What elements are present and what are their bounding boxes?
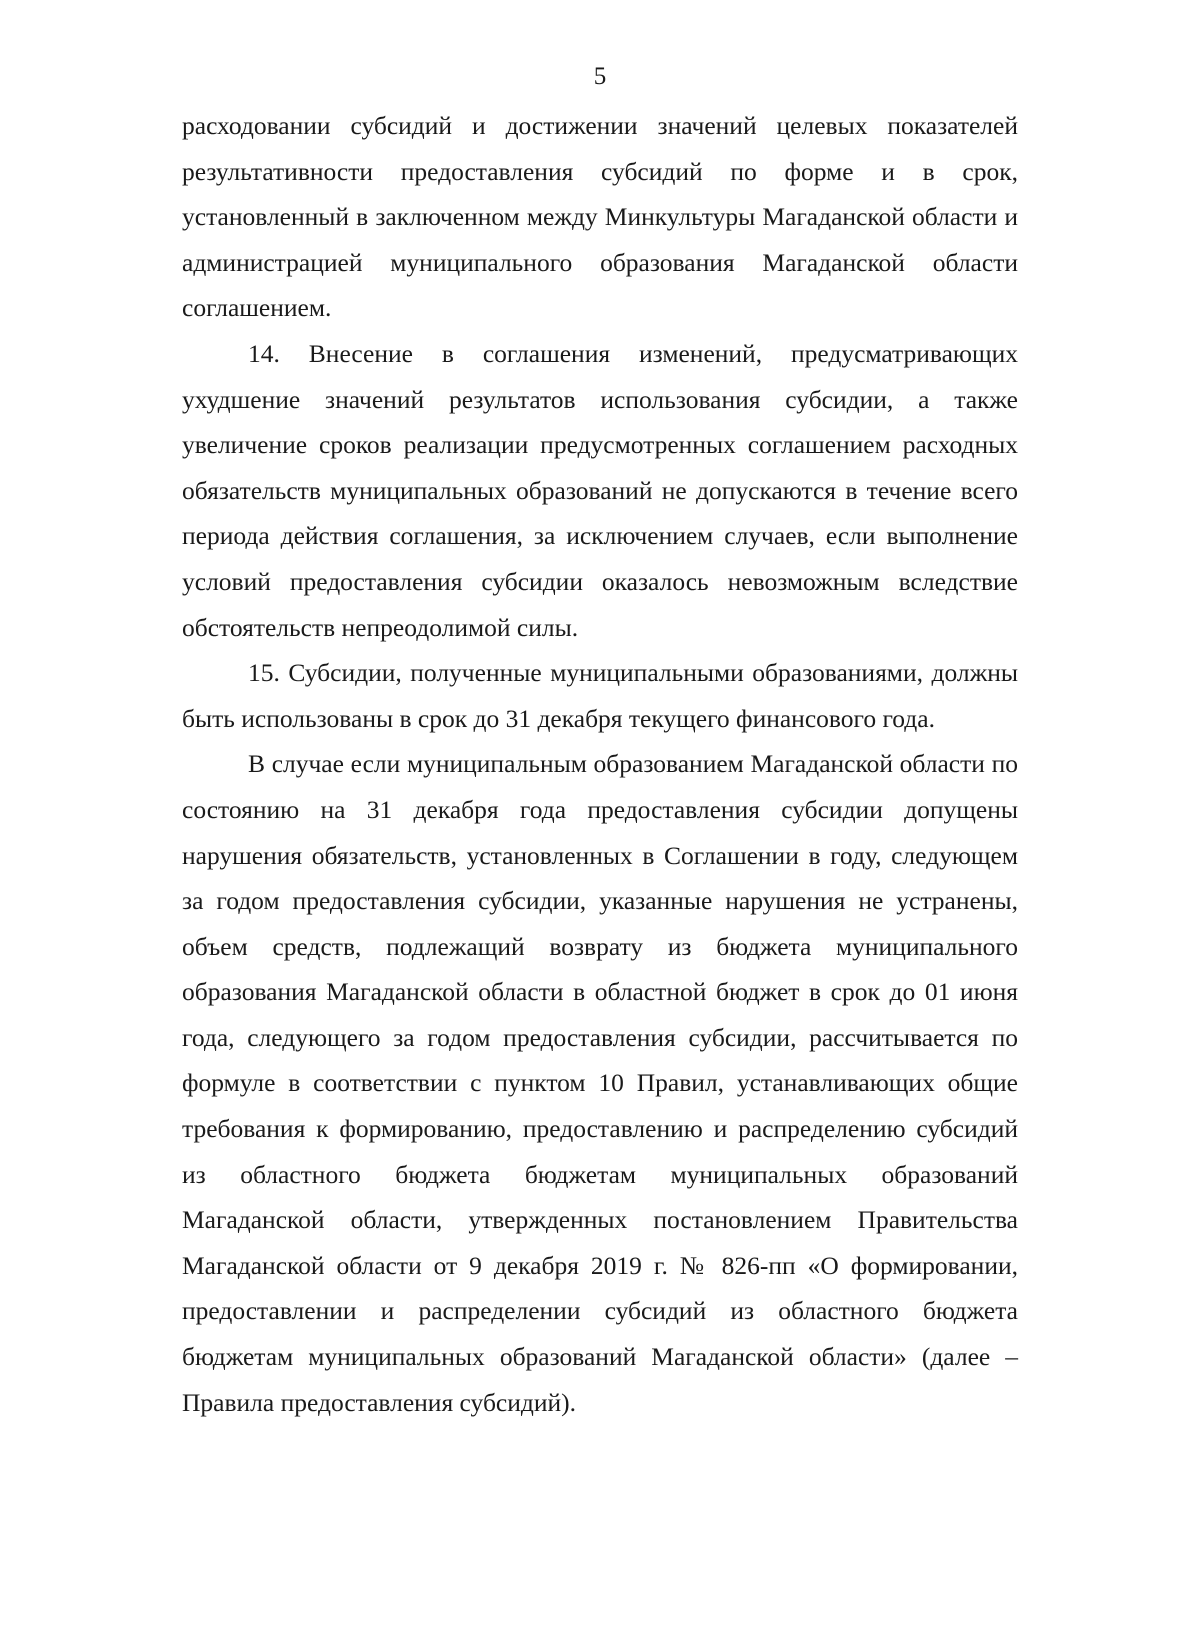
- paragraph-continuation: расходовании субсидий и достижении значений целевых показателей результативности предоставления субсидий по форме и в срок, установленный в заключенном между Минкультуры Магаданской области и администрацией муниципального образования Магаданской области соглашением.: [182, 111, 1018, 323]
- page-number: 5: [593, 63, 607, 90]
- paragraph-violation-case: В случае если муниципальным образованием Магаданской области по состоянию на 31 декабря года предоставления субсидии допущены нарушения обязательств, установленных в Соглашении в году, следующем за годом предоставления субсидии, указанные нарушения не устранены, объем средств, подлежащий возврату из бюджета муниципального образования Магаданской области в областной бюджет в срок до 01 июня года, следующего за годом предоставления субсидии, рассчитывается по формуле в соответствии с пунктом 10 Правил, устанавливающих общие требования к формированию, предоставлению и распределению субсидий из областного бюджета бюджетам муниципальных образований Магаданской области, утвержденных постановлением Правительства Магаданской области от 9 декабря 2019 г. № 826-пп «О формировании, предоставлении и распределении субсидий из областного бюджета бюджетам муниципальных образований Магаданской области» (далее – Правила предоставления субсидий).: [182, 749, 1018, 1417]
- paragraph-item-14: 14. Внесение в соглашения изменений, предусматривающих ухудшение значений результатов использования субсидии, а также увеличение сроков реализации предусмотренных соглашением расходных обязательств муниципальных образований не допускаются в течение всего периода действия соглашения, за исключением случаев, если выполнение условий предоставления субсидии оказалось невозможным вследствие обстоятельств непреодолимой силы.: [182, 338, 1018, 642]
- paragraph-item-15: 15. Субсидии, полученные муниципальными образованиями, должны быть использованы в срок до 31 декабря текущего финансового года.: [182, 658, 1018, 733]
- document-body: [182, 103, 1018, 1425]
